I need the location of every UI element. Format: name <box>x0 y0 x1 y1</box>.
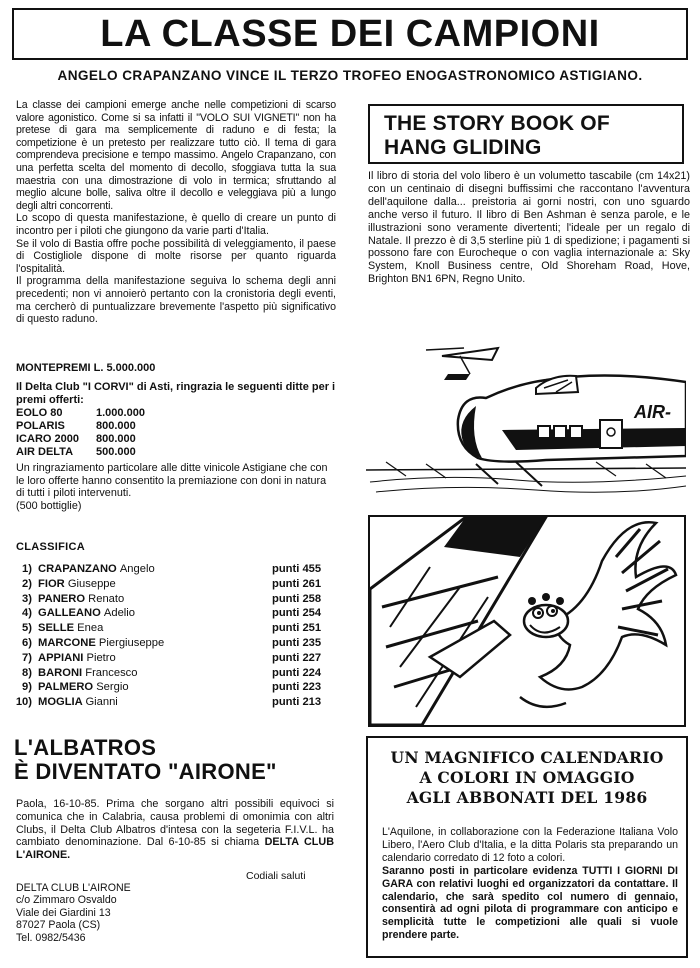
bottles-note: (500 bottiglie) <box>16 499 82 512</box>
sponsor-row: EOLO 80 1.000.000 <box>16 407 145 419</box>
article-paragraph: Lo scopo di questa manifestazione, è quello di creare un punto di incontro per i piloti che giungono da varie parti d'Italia. <box>16 212 336 237</box>
prize-title: MONTEPREMI L. 5.000.000 <box>16 362 156 374</box>
sponsor-row: POLARIS 800.000 <box>16 420 136 432</box>
closing-greeting: Codiali saluti <box>246 870 306 882</box>
article-body <box>16 99 336 326</box>
albatros-paragraph: Paola, 16-10-85. Prima che sorgano altri possibili equivoci si comunica che in Calabria, causa problemi di omonimia con altri Clubs, il Delta Club Albatros d'intesa con la segeteria F.I.V.L. ha cambiato denominazione. Dal 6-10-85 si chiama DELTA CLUB L'AIRONE. <box>16 798 334 862</box>
ranking-row: 9) PALMERO Sergio punti 223 <box>22 681 322 694</box>
ranking-row: 3) PANERO Renato punti 258 <box>22 592 322 605</box>
ranking-row: 1) CRAPANZANO Angelo punti 455 <box>22 563 322 575</box>
article-paragraph: Se il volo di Bastia offre poche possibilità di veleggiamento, il paese di Costigliole dispone di molte risorse per quanto riguarda l'ospitalità. <box>16 237 336 275</box>
masthead-box <box>12 8 688 60</box>
prize-section <box>16 362 336 459</box>
ranking-row: 7) APPIANI Pietro punti 227 <box>22 651 322 664</box>
calendar-body: L'Aquilone, in collaborazione con la Federazione Italiana Volo Libero, l'Aero Club d'Italia, e la ditta Polaris sta preparando un calendario corredato di 12 foto a colori. Saranno posti in particolare evidenza TUTTI I GIORNI DI GARA con relativi luoghi ed organizzatori da contattare. Il calendario, che sarà spedito col numero di gennaio, consentirà ad ogni pilota di programmare con anticipo e semplicità tutte le competizioni alle quali si vuole prendere parte. <box>382 826 678 942</box>
ranking-row: 2) FIOR Giuseppe punti 261 <box>22 577 322 590</box>
eagle-cartoon <box>370 517 684 725</box>
article-paragraph: La classe dei campioni emerge anche nelle competizioni di scarso valore agonistico. Come si sa infatti il "VOLO SUI VIGNETI" non ha pretese di gara ma semplicemente di raduno e di festa; la competizione è un pretesto per realizzare tutto ciò. Il tema di gara comprendeva precisione e tempo massimo. Angelo Crapanzano, con una perfetta scelta del momento di decollo, sfoggiava tutta la sua maestria con una dimostrazione di volo in termica; sfruttando al meglio alcune bolle, saliva oltre il decollo e veleggiava più a lungo degli altri concorrenti. <box>16 99 336 212</box>
prize-intro: Il Delta Club "I CORVI" di Asti, ringrazia le seguenti ditte per i premi offerti: <box>16 381 336 406</box>
story-heading-box <box>368 104 684 164</box>
plane-livery-text: AIR- <box>634 402 671 422</box>
ranking-row: 5) SELLE Enea punti 251 <box>22 622 322 635</box>
eagle-cartoon-frame <box>368 515 686 727</box>
ranking-row: 10) MOGLIA Gianni punti 213 <box>15 696 322 709</box>
ranking-row: 6) MARCONE Piergiuseppe punti 235 <box>22 636 322 649</box>
page-title: LA CLASSE DEI CAMPIONI <box>100 13 600 55</box>
calendar-heading: UN MAGNIFICO CALENDARIO A COLORI IN OMAGGIO AGLI ABBONATI DEL 1986 <box>390 748 664 807</box>
ranking-row: 4) GALLEANO Adelio punti 254 <box>22 607 322 620</box>
story-paragraph: Il libro di storia del volo libero è un volumetto tascabile (cm 14x21) con un centinaio di disegni buffissimi che raccontano l'avventura dell'aquilone dalla... preistoria ai gorni nostri, con uno sguardo anche verso il futuro. Il libro di Ben Ashman è senza parole, e le illustrazioni sono veramente divertenti; l'ideale per un regalo di Natale. Il prezzo è di 3,5 sterline più 1 di spedizione; i pagamenti si possono fare con Eurocheque o con vaglia internazionale a: Sky System, Knoll Business centre, Old Shoreham Road, Hove, Brighton BN1 6PN, Regno Unito. <box>368 170 690 286</box>
article-paragraph: Il programma della manifestazione seguiva lo schema degli anni precedenti; non vi annoierò pertanto con la cronistoria degli eventi, ma cercherò di puntualizzare brevemente l'aspetto più significativo di questo raduno. <box>16 275 336 326</box>
thanks-paragraph: Un ringraziamento particolare alle ditte vinicole Astigiane che con le loro offerte hanno consentito la premiazione con doni in natura di tutti i piloti intervenuti. (500 bottiglie) <box>16 462 336 512</box>
ranking-table <box>12 562 334 710</box>
albatros-heading: L'ALBATROS È DIVENTATO "AIRONE" <box>14 735 277 784</box>
sponsor-row: AIR DELTA 500.000 <box>16 446 136 458</box>
sponsor-row: ICARO 2000 800.000 <box>16 433 136 445</box>
airplane-illustration <box>366 334 686 506</box>
ranking-row: 8) BARONI Francesco punti 224 <box>22 666 322 679</box>
story-heading: THE STORY BOOK OF HANG GLIDING <box>384 112 610 159</box>
page-subtitle: ANGELO CRAPANZANO VINCE IL TERZO TROFEO ENOGASTRONOMICO ASTIGIANO. <box>57 68 643 83</box>
calendar-announcement <box>366 736 688 958</box>
ranking-title: CLASSIFICA <box>16 541 85 553</box>
club-address: DELTA CLUB L'AIRONE c/o Zimmaro Osvaldo Viale dei Giardini 13 87027 Paola (CS) Tel. 0982/5436 <box>16 882 131 944</box>
